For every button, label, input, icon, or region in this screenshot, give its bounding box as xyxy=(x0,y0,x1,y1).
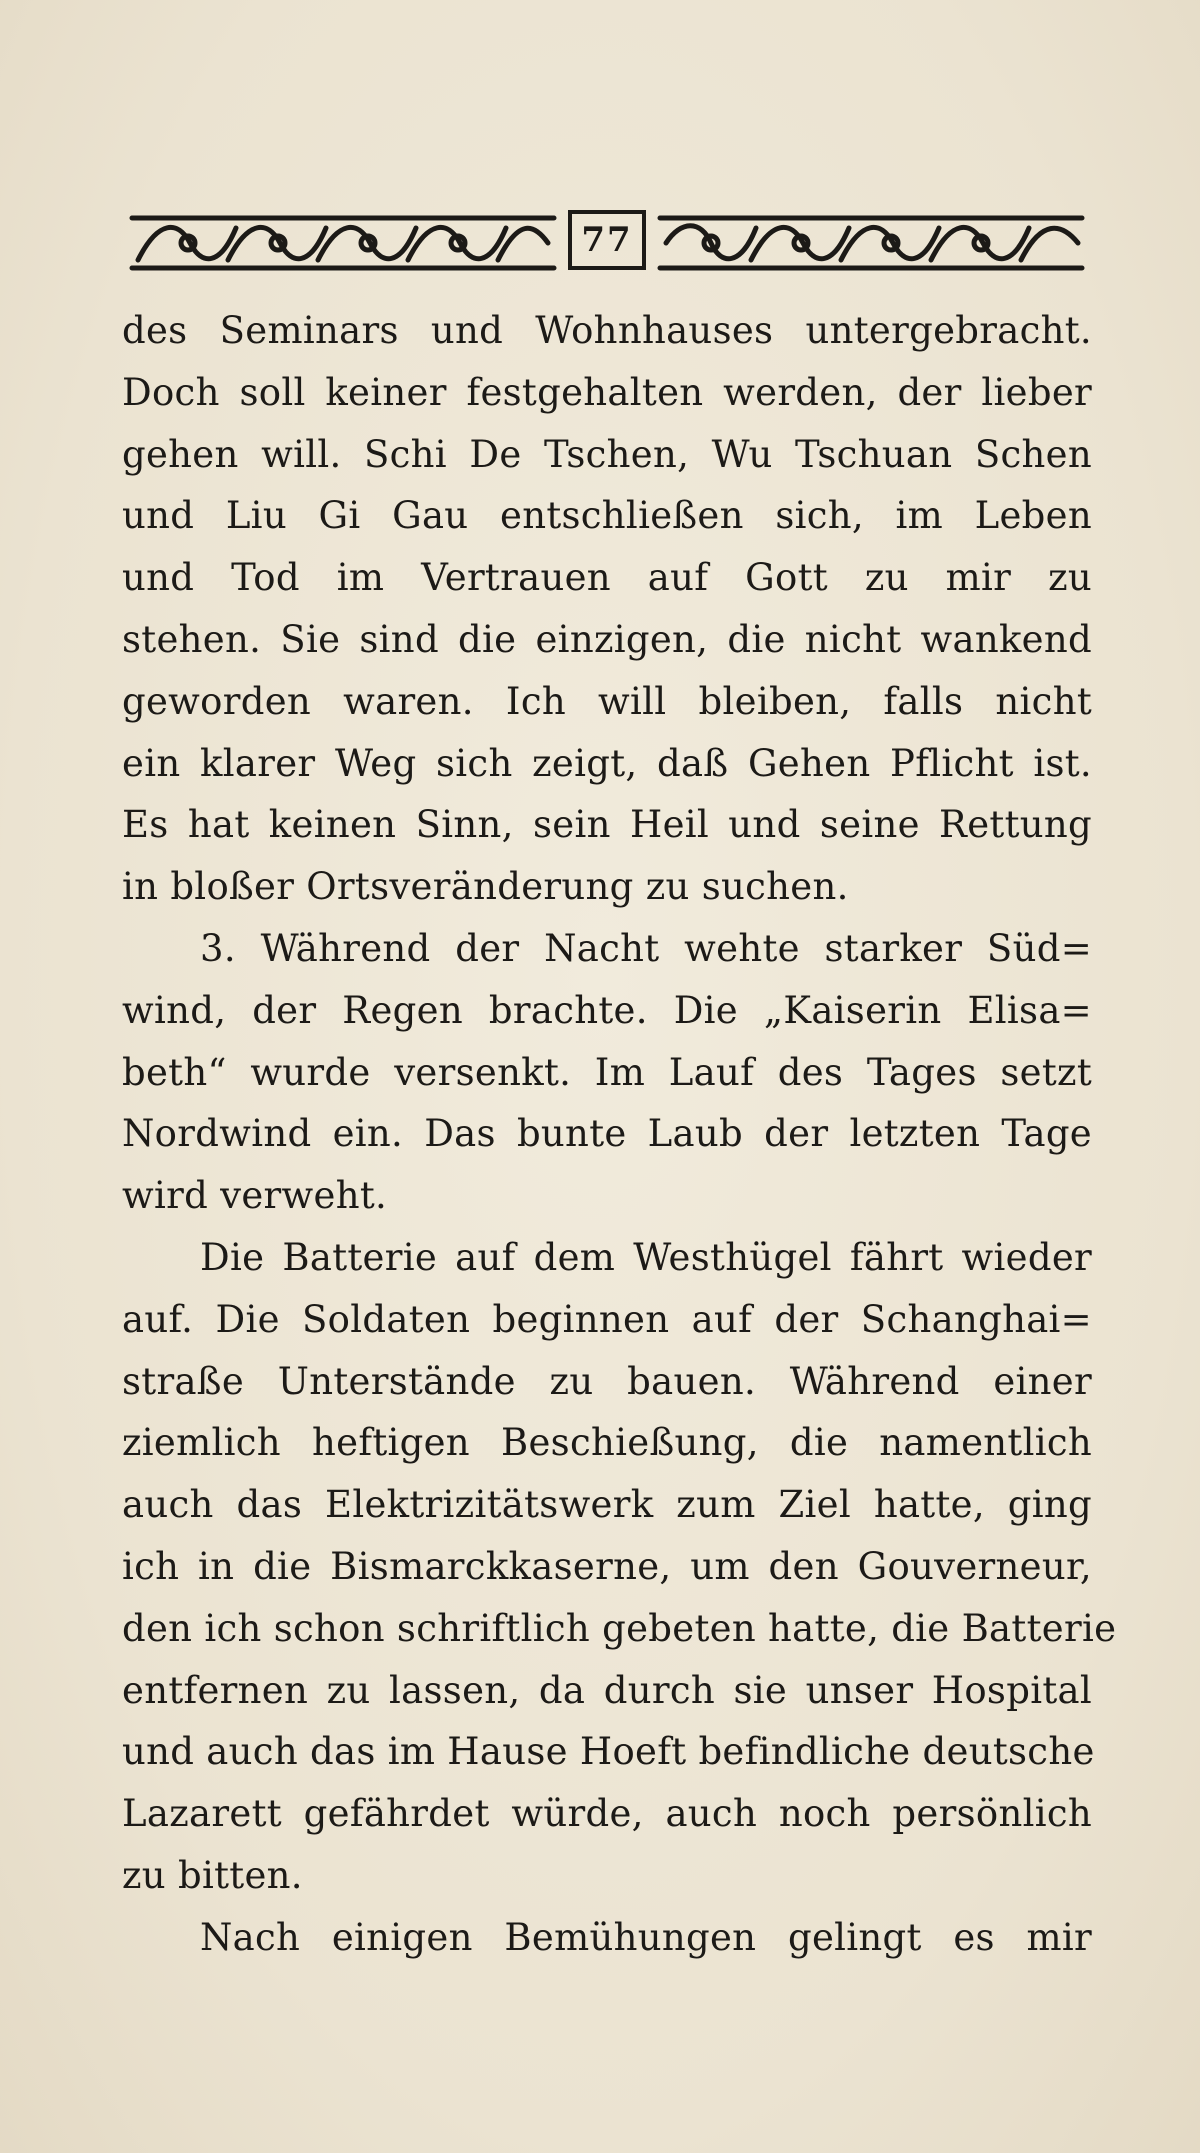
text-line: und Liu Gi Gau entschließen sich, im Leben xyxy=(122,494,1092,538)
text-line: beth“ wurde versenkt. Im Lauf des Tages setzt xyxy=(122,1050,1092,1094)
text-line: Nordwind ein. Das bunte Laub der letzten Tage xyxy=(122,1112,1092,1156)
text-line: 3. Während der Nacht wehte starker Süd= xyxy=(200,926,1092,970)
text-line: und auch das im Hause Hoeft befindliche deutsche xyxy=(122,1730,1095,1774)
ornament-right-icon xyxy=(656,210,1086,276)
text-line: auf. Die Soldaten beginnen auf der Schanghai= xyxy=(122,1297,1092,1341)
text-line: Lazarett gefährdet würde, auch noch persönlich xyxy=(122,1792,1092,1836)
text-line: und Tod im Vertrauen auf Gott zu mir zu xyxy=(122,556,1092,600)
text-line: gehen will. Schi De Tschen, Wu Tschuan Schen xyxy=(122,432,1092,476)
text-line: entfernen zu lassen, da durch sie unser Hospital xyxy=(122,1668,1092,1712)
page-header xyxy=(128,210,1086,276)
text-line: in bloßer Ortsveränderung zu suchen. xyxy=(122,865,849,909)
text-line: Es hat keinen Sinn, sein Heil und seine Rettung xyxy=(122,803,1092,847)
text-line: Nach einigen Bemühungen gelingt es mir xyxy=(200,1915,1092,1959)
text-line: ich in die Bismarckkaserne, um den Gouverneur, xyxy=(122,1544,1092,1588)
text-line: ein klarer Weg sich zeigt, daß Gehen Pflicht ist. xyxy=(122,741,1092,785)
ornament-left-icon xyxy=(128,210,558,276)
text-line: Die Batterie auf dem Westhügel fährt wieder xyxy=(200,1235,1092,1279)
text-line: geworden waren. Ich will bleiben, falls nicht xyxy=(122,679,1092,723)
text-line: stehen. Sie sind die einzigen, die nicht wankend xyxy=(122,617,1092,661)
text-line: des Seminars und Wohnhauses untergebracht. xyxy=(122,309,1092,352)
text-line: den ich schon schriftlich gebeten hatte, die Batterie xyxy=(122,1606,1117,1650)
text-line: auch das Elektrizitätswerk zum Ziel hatte, ging xyxy=(122,1483,1092,1527)
text-line: ziemlich heftigen Beschießung, die namentlich xyxy=(122,1421,1092,1465)
text-line: straße Unterstände zu bauen. Während einer xyxy=(122,1359,1092,1403)
text-line: wind, der Regen brachte. Die „Kaiserin Elisa= xyxy=(122,988,1092,1032)
text-line: Doch soll keiner festgehalten werden, der lieber xyxy=(122,370,1092,414)
body-text xyxy=(122,300,1117,1969)
text-line: wird verweht. xyxy=(122,1174,388,1218)
text-line: zu bitten. xyxy=(122,1853,303,1897)
page-number: 77 xyxy=(568,210,646,270)
